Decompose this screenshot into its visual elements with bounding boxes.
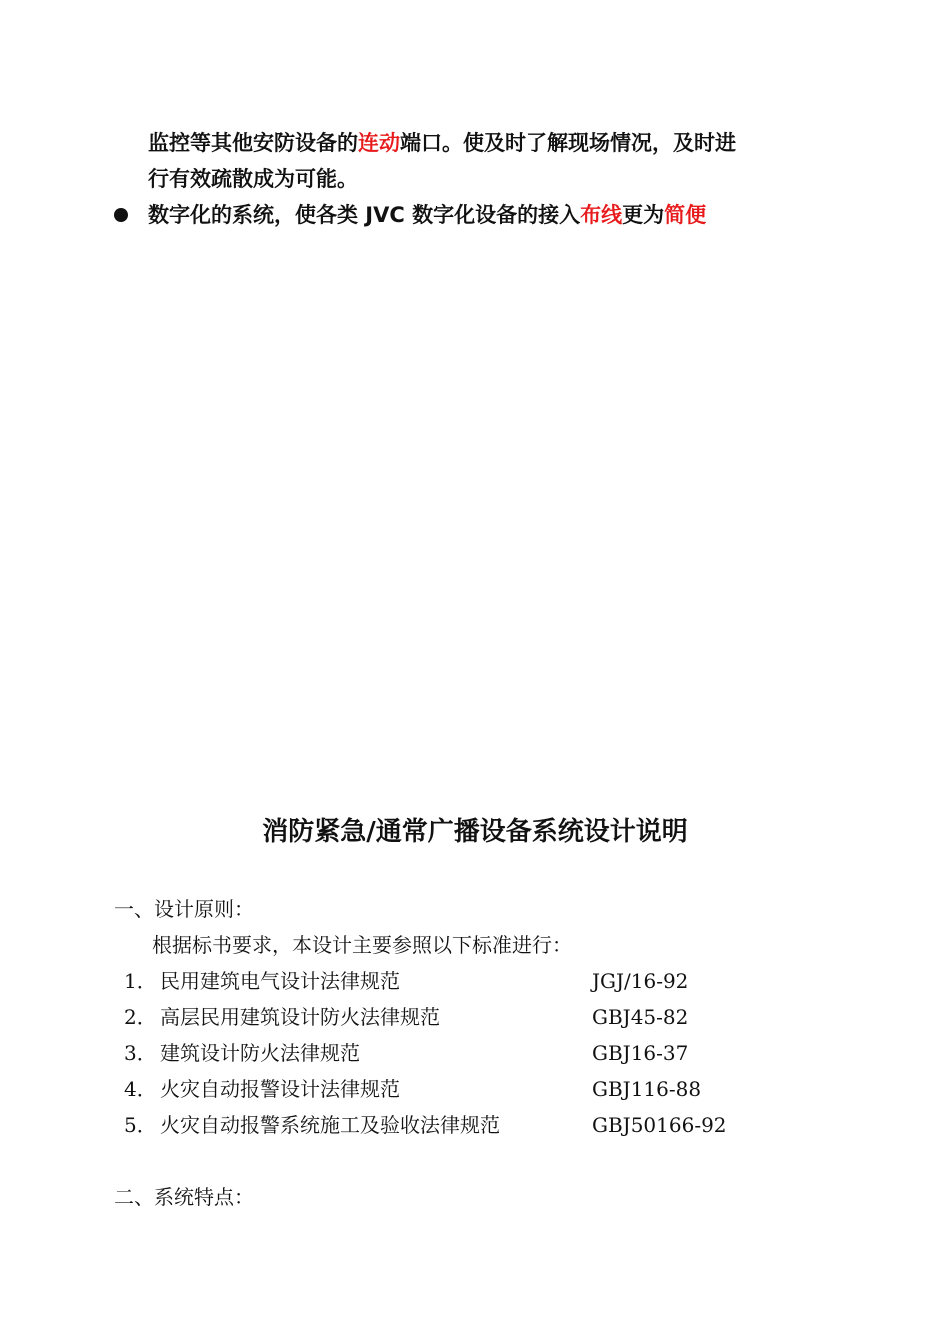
intro-line-1-part-a: 监控等其他安防设备的 [148, 131, 358, 155]
standard-code: GBJ50166-92 [592, 1113, 727, 1137]
bullet-line [148, 200, 706, 230]
standard-number: 4． [124, 1077, 157, 1101]
bullet-line-part-a: 数字化的系统，使各类 JVC 数字化设备的接入 [148, 203, 581, 227]
standard-number: 1． [124, 969, 157, 993]
intro-line-1-highlight: 连动 [358, 131, 400, 155]
standard-number: 5． [124, 1113, 157, 1137]
intro-line-1 [148, 128, 736, 158]
standard-code: GBJ45-82 [592, 1005, 689, 1029]
heading-design-principles: 一、设计原则： [114, 897, 254, 921]
standard-number: 3． [124, 1041, 157, 1065]
intro-line-2: 行有效疏散成为可能。 [148, 167, 358, 191]
standard-name: 高层民用建筑设计防火法律规范 [160, 1005, 440, 1029]
standard-name: 建筑设计防火法律规范 [160, 1041, 360, 1065]
bullet-line-part-c: 更为 [622, 203, 665, 227]
bullet-line-highlight-1: 布线 [580, 203, 623, 227]
intro-line-1-part-c: 端口。使及时了解现场情况，及时进 [400, 131, 736, 155]
standard-number: 2． [124, 1005, 157, 1029]
standard-name: 火灾自动报警设计法律规范 [160, 1077, 400, 1101]
standard-row [124, 1074, 702, 1104]
heading-system-features: 二、系统特点： [114, 1185, 254, 1209]
standard-row [124, 1002, 689, 1032]
standard-name: 民用建筑电气设计法律规范 [160, 969, 400, 993]
standard-name: 火灾自动报警系统施工及验收法律规范 [160, 1113, 500, 1137]
intro-paragraph: 根据标书要求，本设计主要参照以下标准进行： [152, 933, 572, 957]
standard-row [124, 1038, 689, 1068]
section-title: 消防紧急/通常广播设备系统设计说明 [262, 817, 688, 847]
bullet-line-highlight-2: 简便 [664, 203, 707, 227]
standard-code: GBJ116-88 [592, 1077, 702, 1101]
standard-row [124, 966, 689, 996]
standard-row [124, 1110, 727, 1140]
standard-code: JGJ/16-92 [592, 969, 689, 993]
standard-code: GBJ16-37 [592, 1041, 689, 1065]
bullet-icon [114, 208, 128, 222]
